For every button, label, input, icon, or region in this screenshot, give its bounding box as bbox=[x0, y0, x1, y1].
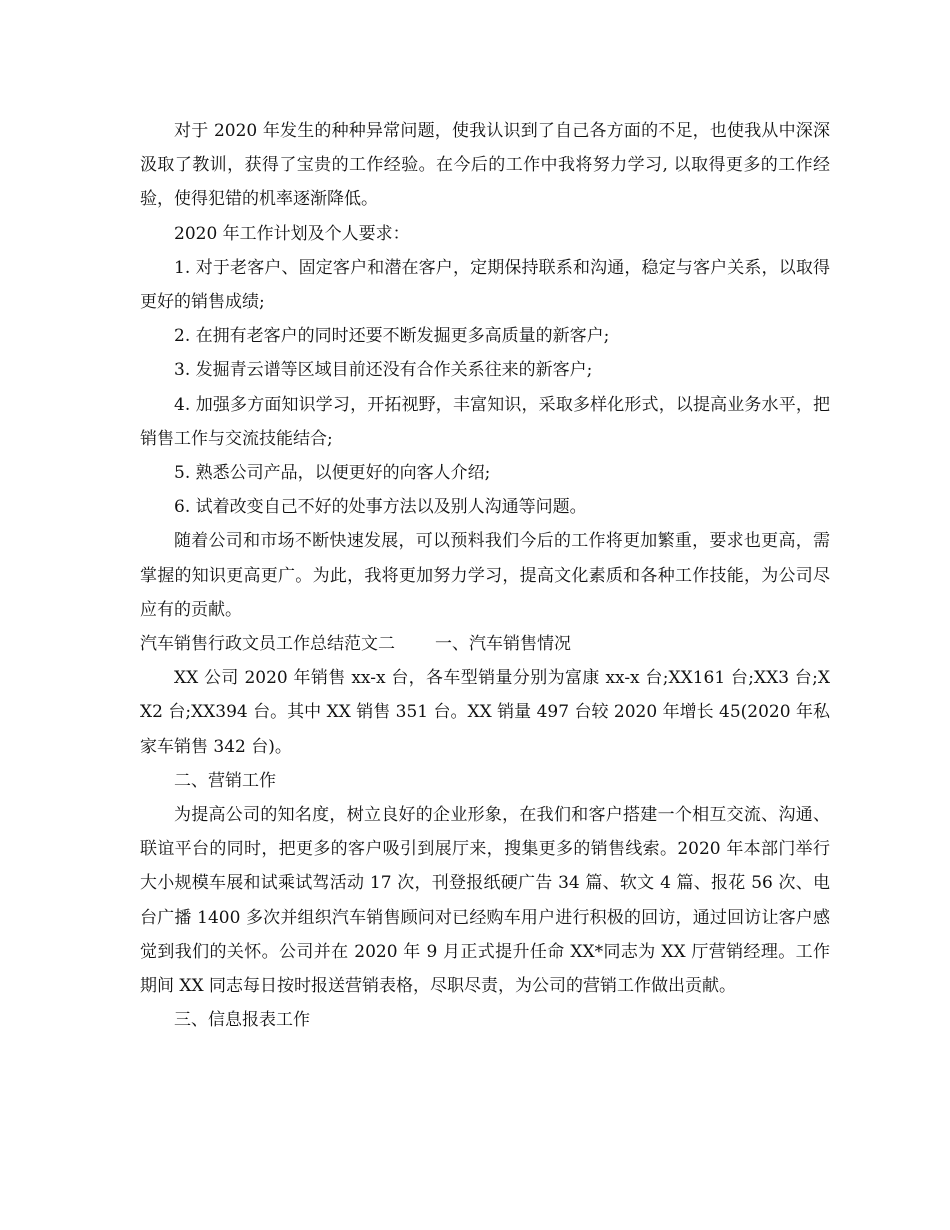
list-item-5: 5. 熟悉公司产品，以便更好的向客人介绍; bbox=[174, 463, 491, 484]
section-heading-sales: 一、汽车销售情况 bbox=[435, 634, 571, 655]
list-item-3: 3. 发掘青云谱等区域目前还没有合作关系往来的新客户; bbox=[174, 360, 593, 381]
paragraph-sales: XX 公司 2020 年销售 xx-x 台，各车型销量分别为富康 xx-x 台;XX161 台;XX3 台;XX2 台;XX394 台。其中 XX 销售 351 台。XX 销量 497 台较 2020 年增长 45(2020 年私家车销售 342 台)。 bbox=[140, 668, 830, 757]
paragraph-marketing: 为提高公司的知名度，树立良好的企业形象，在我们和客户搭建一个相互交流、沟通、联谊平台的同时，把更多的客户吸引到展厅来，搜集更多的销售线索。2020 年本部门举行大小规模车展和试乘试驾活动 17 次，刊登报纸硬广告 34 篇、软文 4 篇、报花 56 次、电台广播 1400 多次并组织汽车销售顾问对已经购车用户进行积极的回访，通过回访让客户感觉到我们的关怀。公司并在 2020 年 9 月正式提升任命 XX*同志为 XX 厅营销经理。工作期间 XX 同志每日按时报送营销表格，尽职尽责，为公司的营销工作做出贡献。 bbox=[140, 805, 830, 997]
heading-marketing: 二、营销工作 bbox=[174, 770, 276, 791]
list-item-2: 2. 在拥有老客户的同时还要不断发掘更多高质量的新客户; bbox=[174, 326, 610, 347]
paragraph-plan-heading: 2020 年工作计划及个人要求： bbox=[174, 223, 410, 244]
heading-reports: 三、信息报表工作 bbox=[174, 1010, 310, 1031]
section-title: 汽车销售行政文员工作总结范文二 bbox=[140, 634, 395, 655]
document-body bbox=[140, 114, 830, 1037]
list-item-6: 6. 试着改变自己不好的处事方法以及别人沟通等问题。 bbox=[174, 497, 587, 518]
paragraph-intro: 对于 2020 年发生的种种异常问题，使我认识到了自己各方面的不足，也使我从中深深汲取了教训，获得了宝贵的工作经验。在今后的工作中我将努力学习, 以取得更多的工作经验，使得犯错的机率逐渐降低。 bbox=[140, 121, 830, 210]
list-item-4: 4. 加强多方面知识学习，开拓视野，丰富知识，采取多样化形式，以提高业务水平，把销售工作与交流技能结合; bbox=[140, 394, 830, 449]
paragraph-outlook: 随着公司和市场不断快速发展，可以预料我们今后的工作将更加繁重，要求也更高，需掌握的知识更高更广。为此，我将更加努力学习，提高文化素质和各种工作技能，为公司尽应有的贡献。 bbox=[140, 531, 830, 620]
list-item-1: 1. 对于老客户、固定客户和潜在客户，定期保持联系和沟通，稳定与客户关系，以取得更好的销售成绩; bbox=[140, 257, 830, 313]
section-title-line bbox=[140, 627, 830, 661]
